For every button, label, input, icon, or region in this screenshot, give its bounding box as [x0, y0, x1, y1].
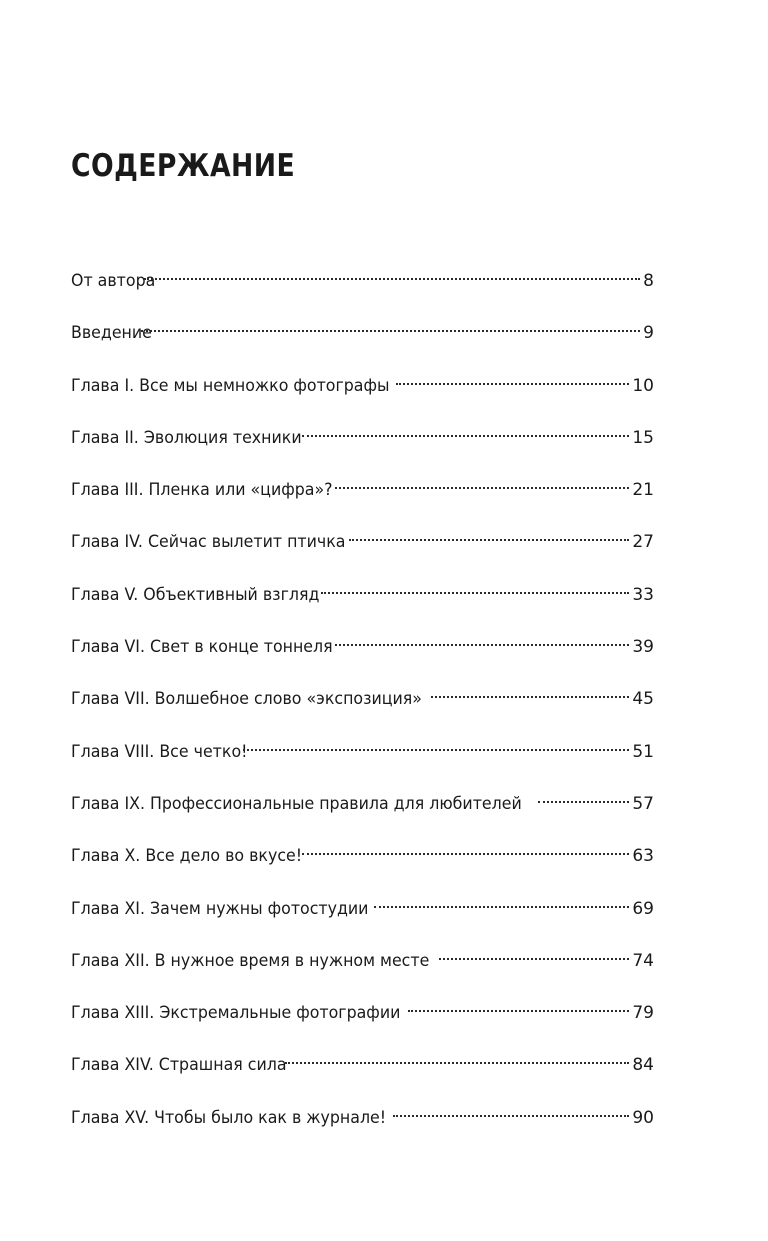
toc-entry-title: Глава XI. Зачем нужны фотостудии	[71, 898, 369, 919]
toc-entry-page: 8	[643, 271, 654, 291]
toc-entry[interactable]	[71, 994, 654, 1046]
toc-entry[interactable]	[71, 1099, 654, 1151]
toc-entry-title: Глава XV. Чтобы было как в журнале!	[71, 1107, 387, 1128]
toc-entry-title: Глава IV. Сейчас вылетит птичка	[71, 532, 346, 553]
toc-entry-page: 84	[632, 1055, 654, 1076]
toc-entry-page: 69	[632, 898, 654, 919]
toc-entry-title: Глава VII. Волшебное слово «экспозиция»	[71, 689, 422, 710]
dot-leader	[335, 628, 629, 652]
toc-entry-page: 57	[632, 793, 654, 814]
toc-entry-page: 10	[632, 375, 654, 396]
toc-entry-title: Глава VI. Свет в конце тоннеля	[71, 637, 333, 658]
toc-entry-page: 39	[632, 637, 654, 658]
toc-entry[interactable]	[71, 471, 654, 523]
toc-entry-page: 74	[632, 950, 654, 971]
toc-entry[interactable]	[71, 419, 654, 471]
table-of-contents	[71, 262, 654, 1151]
dot-leader	[335, 471, 629, 495]
dot-leader	[431, 680, 629, 704]
toc-entry-page: 33	[632, 584, 654, 605]
toc-entry-page: 21	[632, 480, 654, 501]
dot-leader	[144, 262, 640, 286]
toc-entry[interactable]	[71, 1046, 654, 1098]
toc-entry-page: 90	[632, 1107, 654, 1128]
dot-leader	[321, 576, 630, 600]
toc-entry-page: 27	[632, 532, 654, 553]
toc-entry-page: 15	[632, 427, 654, 448]
dot-leader	[141, 314, 641, 338]
toc-entry[interactable]	[71, 680, 654, 732]
toc-entry-title: Глава XIII. Экстремальные фотографии	[71, 1003, 401, 1024]
dot-leader	[538, 785, 629, 809]
toc-entry[interactable]	[71, 262, 654, 314]
toc-entry-title: Глава XII. В нужное время в нужном месте	[71, 950, 430, 971]
toc-entry-page: 9	[643, 323, 654, 344]
dot-leader	[396, 367, 629, 391]
toc-entry[interactable]	[71, 367, 654, 419]
toc-entry-page: 63	[632, 846, 654, 867]
toc-entry[interactable]	[71, 576, 654, 628]
dot-leader	[374, 890, 630, 914]
toc-entry-title: Глава III. Пленка или «цифра»?	[71, 480, 333, 501]
toc-entry[interactable]	[71, 314, 654, 366]
toc-entry[interactable]	[71, 942, 654, 994]
dot-leader	[408, 994, 630, 1018]
toc-entry[interactable]	[71, 628, 654, 680]
toc-entry-page: 45	[632, 689, 654, 710]
toc-entry-title: Глава II. Эволюция техники	[71, 427, 302, 448]
toc-entry-page: 79	[632, 1003, 654, 1024]
toc-entry-title: Глава IX. Профессиональные правила для любителей	[71, 793, 522, 814]
toc-entry-title: Глава I. Все мы немножко фотографы	[71, 375, 390, 396]
toc-entry-title: Глава VIII. Все четко!	[71, 741, 248, 762]
toc-entry[interactable]	[71, 837, 654, 889]
toc-entry[interactable]	[71, 890, 654, 942]
dot-leader	[349, 523, 630, 547]
toc-entry-title: От автора	[71, 271, 156, 291]
dot-leader	[285, 1046, 629, 1070]
toc-entry[interactable]	[71, 785, 654, 837]
toc-entry-page: 51	[632, 741, 654, 762]
toc-entry[interactable]	[71, 733, 654, 785]
dot-leader	[302, 419, 630, 443]
dot-leader	[393, 1099, 630, 1123]
toc-entry-title: Глава X. Все дело во вкусе!	[71, 846, 303, 867]
toc-entry-title: Глава XIV. Страшная сила	[71, 1055, 287, 1076]
toc-entry-title: Введение	[71, 323, 152, 344]
dot-leader	[439, 942, 629, 966]
toc-entry[interactable]	[71, 523, 654, 575]
dot-leader	[302, 837, 629, 861]
dot-leader	[243, 733, 629, 757]
toc-entry-title: Глава V. Объективный взгляд	[71, 584, 320, 605]
page-title: СОДЕРЖАНИЕ	[71, 148, 296, 184]
